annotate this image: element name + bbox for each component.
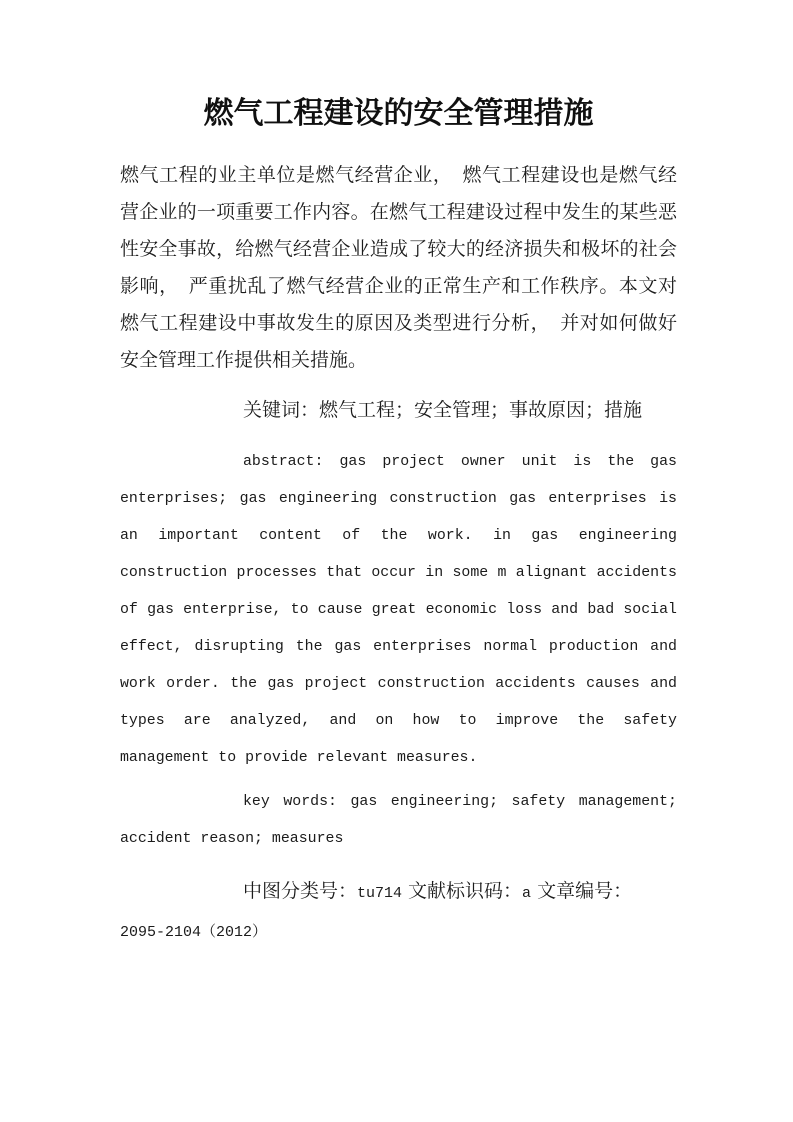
classification-doc-code: a <box>522 885 532 902</box>
intro-paragraph: 燃气工程的业主单位是燃气经营企业， 燃气工程建设也是燃气经营企业的一项重要工作内容。在燃气工程建设过程中发生的某些恶性安全事故，给燃气经营企业造成了较大的经济损失和极坏的社会影响， 严重扰乱了燃气经营企业的正常生产和工作秩序。本文对燃气工程建设中事故发生的原因及类型进行分析， 并对如何做好安全管理工作提供相关措施。 <box>120 165 677 371</box>
classification-paragraph <box>120 873 677 951</box>
classification-label-doc-code: 文献标识码： <box>408 881 523 902</box>
abstract-paragraph: abstract: gas project owner unit is the gas enterprises; gas engineering construction gas enterprises is an important content of the work. in gas engineering construction processes that occur in some m alignant accidents of gas enterprise, to cause great economic loss and bad social effect, disrupting the gas enterprises normal production and work order. the gas project construction accidents causes and types are analyzed, and on how to improve the safety management to provide relevant measures. <box>120 454 677 766</box>
classification-article-number: 2095-2104（2012） <box>120 924 268 941</box>
keywords-en-paragraph: key words: gas engineering; safety management; accident reason; measures <box>120 794 677 847</box>
classification-label-article-number: 文章编号： <box>537 881 633 902</box>
classification-class-number: tu714 <box>357 885 403 902</box>
classification-label-class-number: 中图分类号： <box>243 881 358 902</box>
keywords-cn-paragraph: 关键词：燃气工程；安全管理；事故原因；措施 <box>243 400 643 421</box>
document-title: 燃气工程建设的安全管理措施 <box>203 97 594 130</box>
